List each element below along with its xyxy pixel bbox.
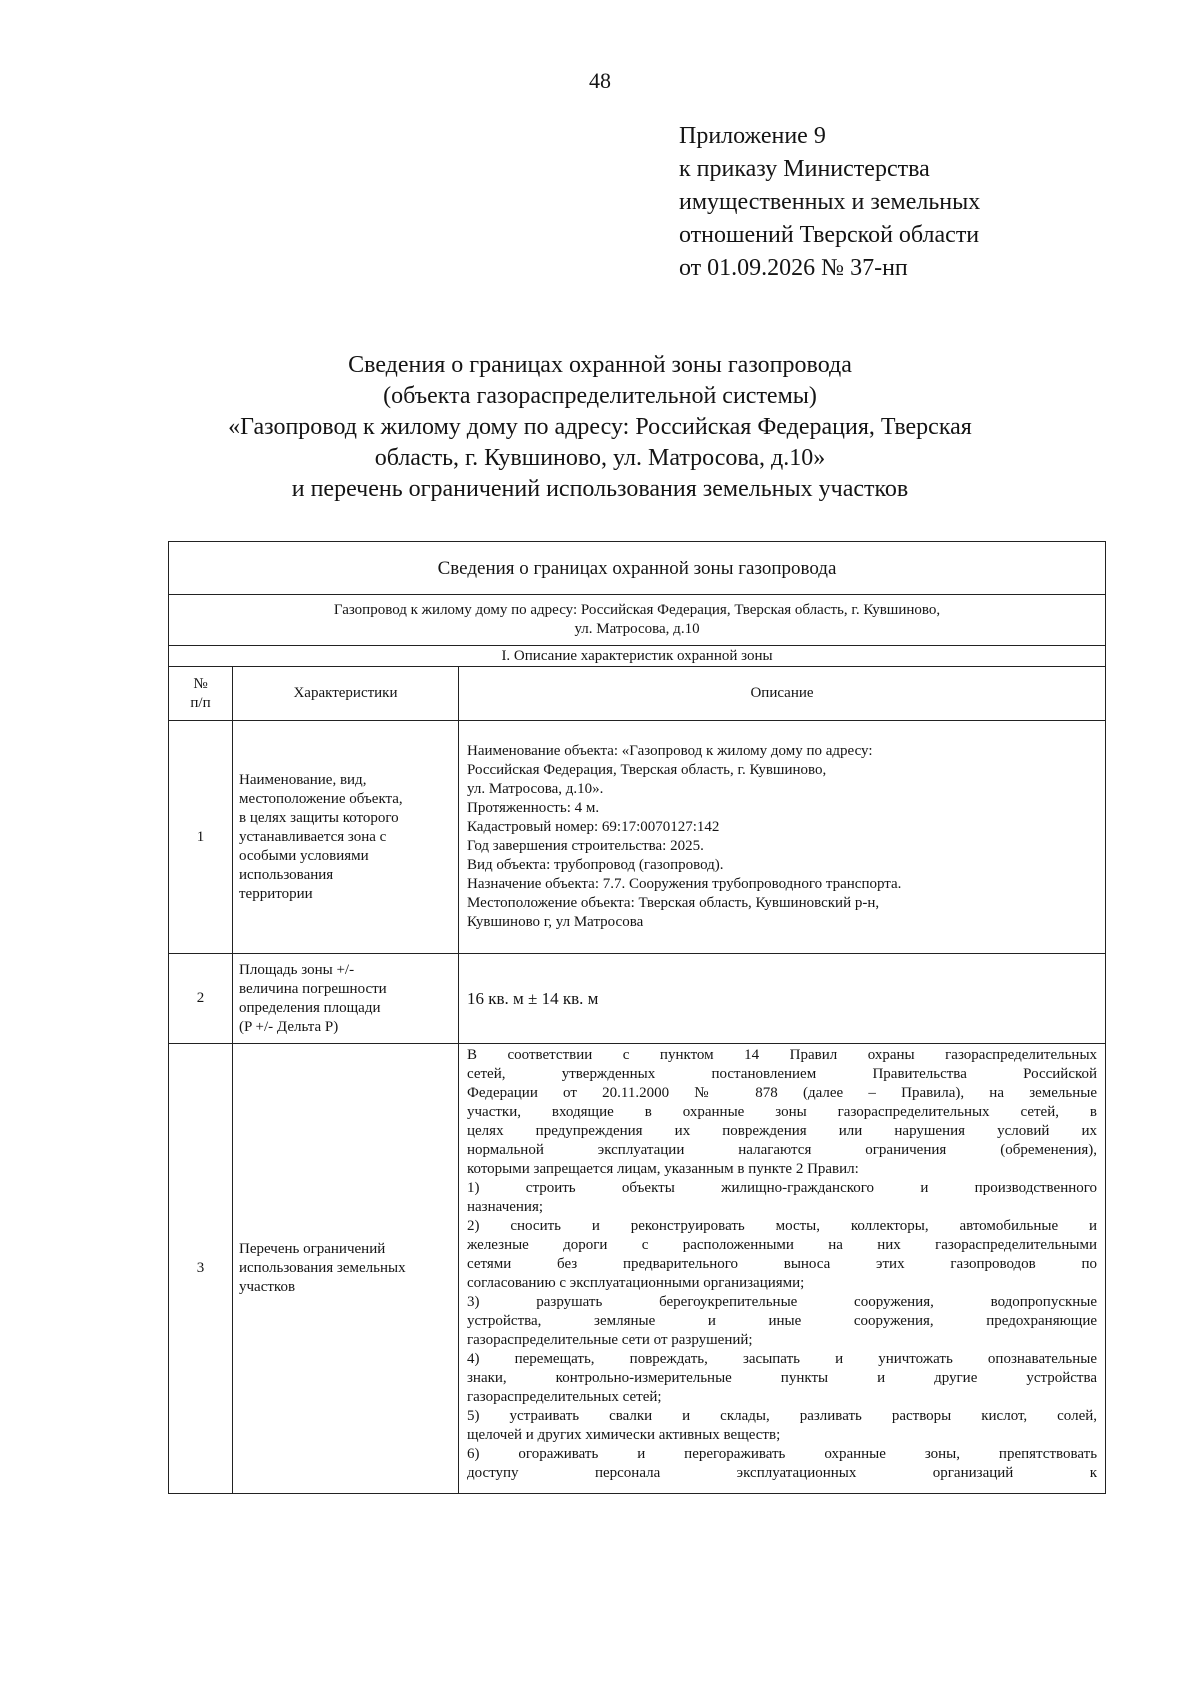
row-number: 3 <box>169 1044 233 1494</box>
title-line: (объекта газораспределительной системы) <box>383 383 817 409</box>
column-header-number <box>169 667 233 721</box>
text-line: Федерации от 20.11.2000 № 878 (далее – Правила), на земельные <box>467 1085 1098 1101</box>
text-line: Площадь зоны +/- <box>239 961 355 978</box>
text-line: Кадастровый номер: 69:17:0070127:142 <box>467 819 720 835</box>
appendix-line: отношений Тверской области <box>679 222 980 248</box>
text-line: участков <box>239 1279 296 1295</box>
object-line: ул. Матросова, д.10 <box>574 621 700 637</box>
document-title <box>150 350 1050 505</box>
text-line: сетей, утвержденных постановлением Правительства Российской <box>467 1066 1098 1082</box>
text-line: 6) огораживать и перегораживать охранные зоны, препятствовать <box>467 1446 1098 1462</box>
text-line: согласованию с эксплуатационными организациями; <box>467 1275 805 1291</box>
row-description <box>459 721 1106 954</box>
title-line: Сведения о границах охранной зоны газопровода <box>348 352 852 378</box>
table-row <box>169 721 1106 954</box>
text-line: 2) сносить и реконструировать мосты, коллекторы, автомобильные и <box>467 1218 1098 1234</box>
row-number: 1 <box>169 721 233 954</box>
text-line: Наименование объекта: «Газопровод к жилому дому по адресу: <box>467 743 873 759</box>
text-line: сетями без предварительного выноса этих газопроводов по <box>467 1256 1098 1272</box>
text-line: определения площади <box>239 999 381 1016</box>
text-line: газораспределительные сети от разрушений; <box>467 1332 753 1348</box>
text-line: Протяженность: 4 м. <box>467 800 600 816</box>
text-line: 5) устраивать свалки и склады, разливать растворы кислот, солей, <box>467 1408 1098 1424</box>
text-line: которыми запрещается лицам, указанным в пункте 2 Правил: <box>467 1161 859 1177</box>
text-line: Местоположение объекта: Тверская область, Кувшиновский р-н, <box>467 895 880 911</box>
row-description <box>459 1044 1106 1494</box>
text-line: назначения; <box>467 1199 544 1215</box>
text-line: знаки, контрольно-измерительные пункты и другие устройства <box>467 1370 1098 1386</box>
appendix-line: Приложение 9 <box>679 123 826 149</box>
title-line: «Газопровод к жилому дому по адресу: Российская Федерация, Тверская <box>228 414 972 440</box>
row-number: 2 <box>169 954 233 1044</box>
column-header-number-line2: п/п <box>190 694 211 711</box>
text-line: щелочей и других химически активных веществ; <box>467 1427 781 1443</box>
text-line: нормальной эксплуатации налагаются ограничения (обременения), <box>467 1142 1098 1158</box>
text-line: Вид объекта: трубопровод (газопровод). <box>467 857 724 873</box>
table-heading: Сведения о границах охранной зоны газопровода <box>169 542 1106 595</box>
page-number: 48 <box>589 68 611 93</box>
row-characteristic <box>233 954 459 1044</box>
title-line: область, г. Кувшиново, ул. Матросова, д.10» <box>374 445 826 471</box>
table-section-title: I. Описание характеристик охранной зоны <box>169 646 1106 667</box>
appendix-line: к приказу Министерства <box>679 156 930 182</box>
table-object-name <box>169 595 1106 646</box>
text-line: Кувшиново г, ул Матросова <box>467 914 644 930</box>
text-line: 3) разрушать берегоукрепительные сооружения, водопропускные <box>467 1294 1098 1310</box>
text-line: использования земельных <box>239 1260 406 1276</box>
text-line: территории <box>239 885 313 902</box>
text-line: устройства, земляные и иные сооружения, предохраняющие <box>467 1313 1098 1329</box>
text-line: Российская Федерация, Тверская область, г. Кувшиново, <box>467 762 827 778</box>
text-line: В соответствии с пунктом 14 Правил охраны газораспределительных <box>467 1047 1098 1063</box>
text-line: газораспределительных сетей; <box>467 1389 662 1405</box>
text-line: местоположение объекта, <box>239 790 403 807</box>
column-header-description: Описание <box>459 667 1106 721</box>
appendix-block <box>679 120 980 285</box>
title-line: и перечень ограничений использования земельных участков <box>291 476 909 502</box>
zone-table <box>168 541 1106 1494</box>
text-line: использования <box>239 866 334 883</box>
column-header-number-line1: № <box>193 675 208 692</box>
appendix-line: от 01.09.2026 № 37-нп <box>679 255 908 281</box>
appendix-line: имущественных и земельных <box>679 189 981 215</box>
text-line: доступу персонала эксплуатационных организаций к <box>467 1465 1098 1481</box>
table-row <box>169 954 1106 1044</box>
table-row <box>169 1044 1106 1494</box>
text-line: особыми условиями <box>239 847 369 864</box>
text-line: 1) строить объекты жилищно-гражданского и производственного <box>467 1180 1098 1196</box>
text-line: железные дороги с расположенными на них газораспределительными <box>467 1237 1098 1253</box>
text-line: (P +/- Дельта P) <box>239 1018 339 1035</box>
text-line: Наименование, вид, <box>239 771 367 788</box>
text-line: в целях защиты которого <box>239 809 399 826</box>
object-line: Газопровод к жилому дому по адресу: Российская Федерация, Тверская область, г. Кувшиново, <box>333 602 941 618</box>
text-line: Назначение объекта: 7.7. Сооружения трубопроводного транспорта. <box>467 876 902 892</box>
row-description: 16 кв. м ± 14 кв. м <box>459 954 1106 1044</box>
text-line: ул. Матросова, д.10». <box>467 781 604 797</box>
column-header-characteristics: Характеристики <box>233 667 459 721</box>
text-line: устанавливается зона с <box>239 828 387 845</box>
text-line: 4) перемещать, повреждать, засыпать и уничтожать опознавательные <box>467 1351 1098 1367</box>
row-characteristic <box>233 721 459 954</box>
text-line: Перечень ограничений <box>239 1241 386 1257</box>
text-line: участки, входящие в охранные зоны газораспределительных сетей, в <box>467 1104 1098 1120</box>
row-characteristic <box>233 1044 459 1494</box>
text-line: целях предупреждения их повреждения или нарушения условий их <box>467 1123 1098 1139</box>
text-line: величина погрешности <box>239 980 387 997</box>
text-line: Год завершения строительства: 2025. <box>467 838 704 854</box>
